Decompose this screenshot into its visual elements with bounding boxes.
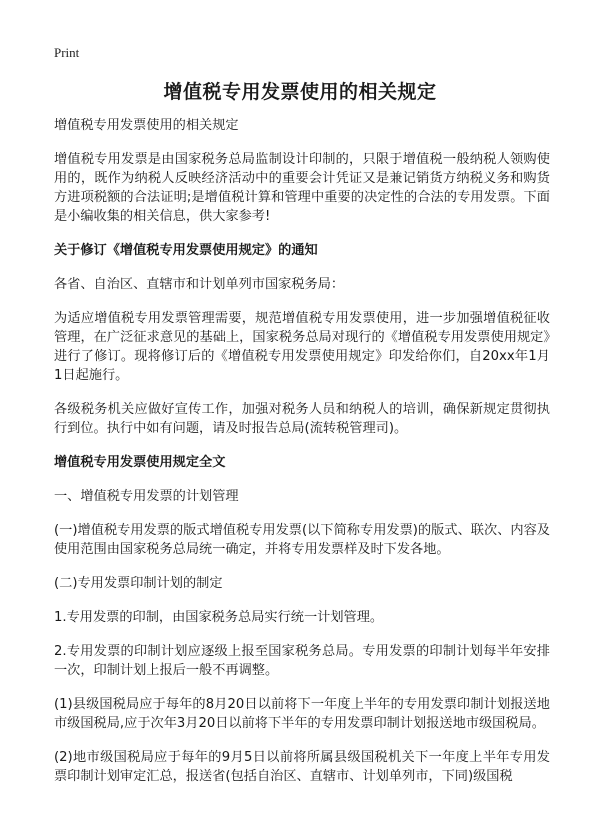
addressee-paragraph: 各省、自治区、直辖市和计划单列市国家税务局：	[54, 277, 345, 292]
notice-paragraph-2: 各级税务机关应做好宣传工作，加强对税务人员和纳税人的培训，确保新规定贯彻执行到位。执行中如有问题，请及时报告总局(流转税管理司)。	[54, 402, 550, 436]
section-1-heading: 一、增值税专用发票的计划管理	[54, 489, 239, 504]
notice-heading: 关于修订《增值税专用发票使用规定》的通知	[54, 243, 318, 258]
print-link[interactable]: Print	[54, 45, 80, 60]
document-body	[54, 116, 550, 801]
item-2-2-1-paragraph: (1)县级国税局应于每年的8月20日以前将下一年度上半年的专用发票印制计划报送地市级国税局,应于次年3月20日以前将下半年的专用发票印制计划报送地市级国税局。	[54, 697, 550, 731]
item-2-1-paragraph: 1.专用发票的印制，由国家税务总局实行统一计划管理。	[54, 610, 384, 625]
item-2-heading: (二)专用发票印制计划的制定	[54, 576, 223, 591]
document-subtitle: 增值税专用发票使用的相关规定	[54, 118, 239, 133]
intro-paragraph: 增值税专用发票是由国家税务总局监制设计印制的，只限于增值税一般纳税人领购使用的，既作为纳税人反映经济活动中的重要会计凭证又是兼记销货方纳税义务和购货方进项税额的合法证明;是增值税计算和管理中重要的决定性的合法的专用发票。下面是小编收集的相关信息，供大家参考!	[54, 152, 550, 224]
item-2-2-2-paragraph: (2)地市级国税局应于每年的9月5日以前将所属县级国税机关下一年度上半年专用发票印制计划审定汇总，报送省(包括自治区、直辖市、计划单列市，下同)级国税	[54, 750, 550, 784]
notice-paragraph-1: 为适应增值税专用发票管理需要，规范增值税专用发票使用，进一步加强增值税征收管理，在广泛征求意见的基础上，国家税务总局对现行的《增值税专用发票使用规定》进行了修订。现将修订后的《增值税专用发票使用规定》印发给你们，自20xx年1月1日起施行。	[54, 311, 550, 383]
item-2-2-paragraph: 2.专用发票的印制计划应逐级上报至国家税务总局。专用发票的印制计划每半年安排一次，印制计划上报后一般不再调整。	[54, 644, 550, 678]
item-1-paragraph: (一)增值税专用发票的版式增值税专用发票(以下简称专用发票)的版式、联次、内容及使用范围由国家税务总局统一确定，并将专用发票样及时下发各地。	[54, 523, 550, 557]
fulltext-heading: 增值税专用发票使用规定全文	[54, 455, 226, 470]
document-title: 增值税专用发票使用的相关规定	[163, 81, 437, 103]
